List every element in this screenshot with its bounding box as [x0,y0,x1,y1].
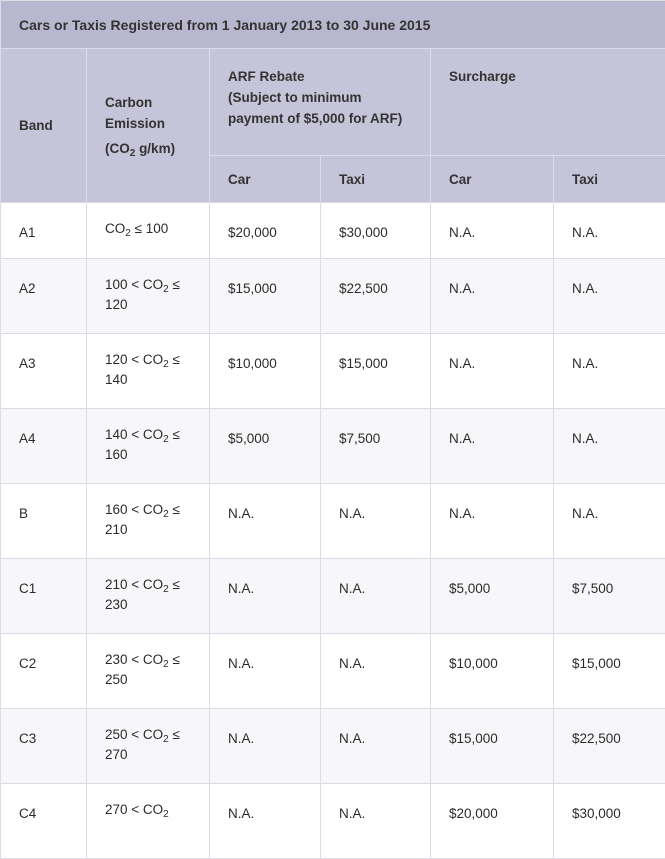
band-cell: A4 [1,409,87,484]
emission-cell [87,259,210,334]
band-cell: A2 [1,259,87,334]
arf-car-cell: $20,000 [210,203,321,259]
arf-car-cell: $5,000 [210,409,321,484]
table-row [1,409,665,484]
emission-cell [87,484,210,559]
arf-car-cell: N.A. [210,784,321,859]
emission-upper-bound: ≤ 250 [105,652,180,687]
band-cell: C3 [1,709,87,784]
emission-lower-bound: 100 < [105,277,143,292]
arf-car-cell: N.A. [210,634,321,709]
emission-upper-bound: ≤ 140 [105,352,180,387]
header-carbon-unit-suffix: g/km) [135,141,175,156]
emission-lower-bound: 210 < [105,577,143,592]
emission-lower-bound: 120 < [105,352,143,367]
co2-symbol: CO [143,427,163,442]
band-cell: C2 [1,634,87,709]
surcharge-car-cell: $15,000 [431,709,554,784]
header-carbon-line1: Carbon [105,92,209,113]
emission-upper-bound: ≤ 120 [105,277,180,312]
co2-subscript: 2 [163,809,169,820]
emission-lower-bound: 140 < [105,427,143,442]
co2-symbol: CO [143,727,163,742]
table-body [1,203,665,859]
emission-cell [87,784,210,859]
emission-upper-bound: ≤ 230 [105,577,180,612]
table-row [1,259,665,334]
band-cell: C1 [1,559,87,634]
arf-taxi-cell: $7,500 [321,409,431,484]
table-row [1,559,665,634]
table-row [1,484,665,559]
table-row [1,784,665,859]
emission-cell [87,409,210,484]
emission-lower-bound: 160 < [105,502,143,517]
band-cell: B [1,484,87,559]
arf-taxi-cell: $22,500 [321,259,431,334]
table-row [1,634,665,709]
arf-taxi-cell: N.A. [321,634,431,709]
co2-symbol: CO [143,802,163,817]
header-arf-note: (Subject to minimum payment of $5,000 for ARF) [228,87,413,129]
surcharge-car-cell: $10,000 [431,634,554,709]
co2-symbol: CO [143,352,163,367]
table-row [1,334,665,409]
surcharge-taxi-cell: N.A. [554,334,665,409]
co2-symbol: CO [143,577,163,592]
header-surcharge: Surcharge [431,49,665,156]
table-title: Cars or Taxis Registered from 1 January 2013 to 30 June 2015 [1,1,665,49]
surcharge-taxi-cell: $7,500 [554,559,665,634]
band-cell: A1 [1,203,87,259]
band-cell: A3 [1,334,87,409]
co2-subscript: 2 [163,434,169,445]
arf-car-cell: N.A. [210,484,321,559]
co2-symbol: CO [105,221,125,236]
emission-upper-bound: ≤ 160 [105,427,180,462]
surcharge-taxi-cell: N.A. [554,409,665,484]
arf-car-cell: $10,000 [210,334,321,409]
surcharge-car-cell: N.A. [431,259,554,334]
header-carbon-unit-sub: 2 [130,148,136,159]
emission-upper-bound: ≤ 100 [131,221,168,236]
header-arf-car: Car [210,156,321,203]
table-row [1,709,665,784]
surcharge-car-cell: N.A. [431,484,554,559]
arf-taxi-cell: N.A. [321,559,431,634]
arf-car-cell: N.A. [210,709,321,784]
surcharge-taxi-cell: $30,000 [554,784,665,859]
co2-subscript: 2 [163,734,169,745]
surcharge-taxi-cell: $15,000 [554,634,665,709]
emission-cell [87,334,210,409]
emission-upper-bound: ≤ 270 [105,727,180,762]
arf-taxi-cell: $15,000 [321,334,431,409]
band-cell: C4 [1,784,87,859]
header-carbon-unit-prefix: (CO [105,141,130,156]
emission-cell [87,559,210,634]
header-band: Band [1,49,87,203]
surcharge-taxi-cell: $22,500 [554,709,665,784]
header-arf-rebate [210,49,431,156]
arf-taxi-cell: N.A. [321,709,431,784]
co2-symbol: CO [143,652,163,667]
arf-car-cell: N.A. [210,559,321,634]
table-row [1,203,665,259]
surcharge-taxi-cell: N.A. [554,259,665,334]
co2-subscript: 2 [125,228,131,239]
arf-taxi-cell: $30,000 [321,203,431,259]
arf-taxi-cell: N.A. [321,784,431,859]
emission-cell [87,709,210,784]
co2-subscript: 2 [163,584,169,595]
header-arf-taxi: Taxi [321,156,431,203]
surcharge-taxi-cell: N.A. [554,484,665,559]
co2-subscript: 2 [163,284,169,295]
header-arf-rebate-label: ARF Rebate [228,66,430,87]
arf-taxi-cell: N.A. [321,484,431,559]
emission-upper-bound: ≤ 210 [105,502,180,537]
emission-cell [87,634,210,709]
surcharge-car-cell: N.A. [431,203,554,259]
header-carbon-unit [105,138,209,159]
arf-car-cell: $15,000 [210,259,321,334]
emission-lower-bound: 270 < [105,802,143,817]
emission-cell [87,203,210,259]
co2-symbol: CO [143,502,163,517]
co2-symbol: CO [143,277,163,292]
surcharge-car-cell: N.A. [431,334,554,409]
surcharge-taxi-cell: N.A. [554,203,665,259]
co2-subscript: 2 [163,359,169,370]
emission-lower-bound: 230 < [105,652,143,667]
co2-subscript: 2 [163,659,169,670]
surcharge-car-cell: N.A. [431,409,554,484]
header-surcharge-taxi: Taxi [554,156,665,203]
surcharge-car-cell: $20,000 [431,784,554,859]
header-surcharge-car: Car [431,156,554,203]
header-carbon-emission [87,49,210,203]
emission-lower-bound: 250 < [105,727,143,742]
surcharge-car-cell: $5,000 [431,559,554,634]
header-carbon-line2: Emission [105,113,209,134]
co2-subscript: 2 [163,509,169,520]
